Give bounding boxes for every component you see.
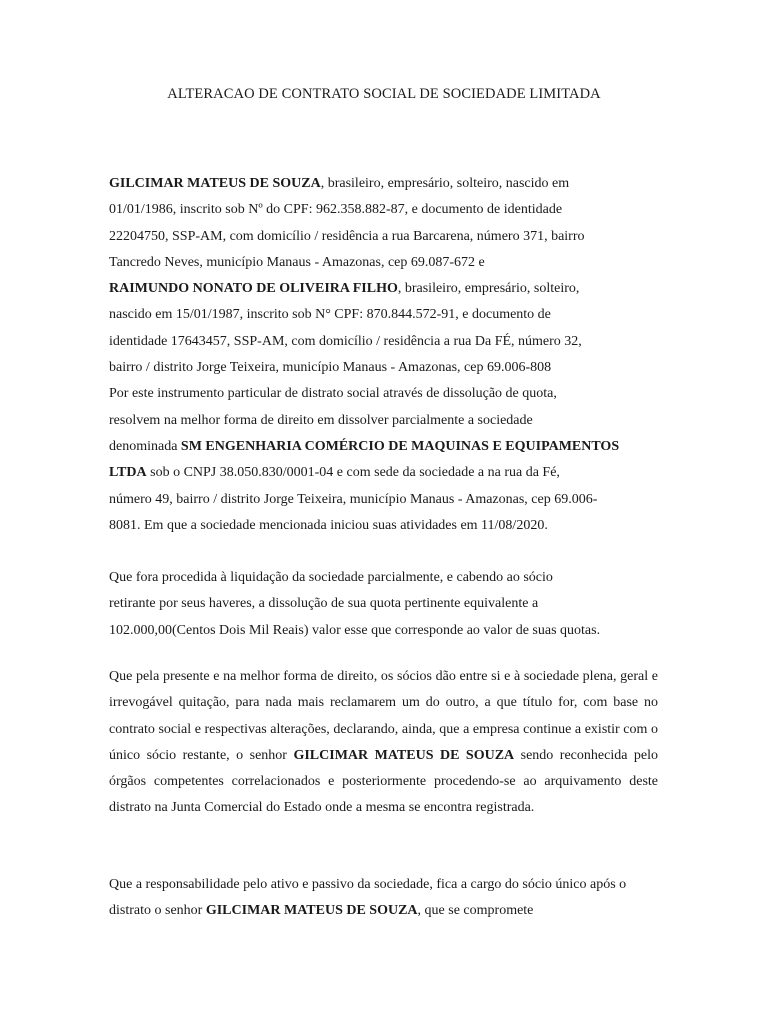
company-name: SM ENGENHARIA COMÉRCIO DE MAQUINAS E EQUIPAMENTOS <box>180 438 620 454</box>
text: sendo reconhecida pelo órgãos competentes correlacionados e posteriormente procedendo-se ao arquivamento deste distrato na Junta Comercial do Estado onde a mesma se encontra registrada. <box>109 747 659 816</box>
line: 8081. Em que a sociedade mencionada iniciou suas atividades em 11/08/2020. <box>109 517 548 533</box>
text: Que a responsabilidade pelo ativo e passivo da sociedade, fica a cargo do sócio único após o distrato o senhor <box>109 877 627 919</box>
line <box>109 460 658 486</box>
line: Por este instrumento particular de distrato social através de dissolução de quota, <box>109 386 557 402</box>
partners-paragraph <box>109 171 658 539</box>
sole-partner-name: GILCIMAR MATEUS DE SOUZA <box>205 903 418 919</box>
company-suffix: LTDA <box>109 465 147 481</box>
line <box>109 171 658 197</box>
text: sob o CNPJ 38.050.830/0001-04 e com sede da sociedade a na rua da Fé, <box>146 465 560 481</box>
line: Tancredo Neves, município Manaus - Amazonas, cep 69.087-672 e <box>109 254 485 270</box>
line: identidade 17643457, SSP-AM, com domicílio / residência a rua Da FÉ, número 32, <box>109 333 582 349</box>
partner-1-name: GILCIMAR MATEUS DE SOUZA <box>109 176 321 191</box>
line: Que fora procedida à liquidação da sociedade parcialmente, e cabendo ao sócio <box>109 570 553 585</box>
line: 102.000,00(Centos Dois Mil Reais) valor esse que corresponde ao valor de suas quotas. <box>109 622 601 638</box>
line: 01/01/1986, inscrito sob Nº do CPF: 962.358.882-87, e documento de identidade <box>109 202 563 218</box>
liquidation-paragraph <box>109 565 658 644</box>
text: , que se compromete <box>417 903 534 919</box>
text: denominada <box>109 438 181 454</box>
text: , brasileiro, empresário, solteiro, <box>397 281 580 297</box>
quittance-paragraph <box>109 664 658 822</box>
line <box>109 276 658 302</box>
line: retirante por seus haveres, a dissolução de sua quota pertinente equivalente a <box>109 596 539 612</box>
line: nascido em 15/01/1987, inscrito sob N° CPF: 870.844.572-91, e documento de <box>109 307 551 323</box>
text: , brasileiro, empresário, solteiro, nascido em <box>320 176 570 191</box>
line: bairro / distrito Jorge Teixeira, município Manaus - Amazonas, cep 69.006-808 <box>109 360 552 376</box>
sole-partner-name: GILCIMAR MATEUS DE SOUZA <box>293 747 515 763</box>
text: Que pela presente e na melhor forma de direito, os sócios dão entre si e à sociedade plena, geral e irrevogável quitação, para nada mais reclamarem um do outro, a que título for, com base no contrato social e respectivas alterações, declarando, ainda, que a empresa continue a existir com o único sócio restante, o senhor <box>109 669 658 763</box>
line: resolvem na melhor forma de direito em dissolver parcialmente a sociedade <box>109 412 533 428</box>
partner-2-name: RAIMUNDO NONATO DE OLIVEIRA FILHO <box>109 281 398 297</box>
line: 22204750, SSP-AM, com domicílio / residência a rua Barcarena, número 371, bairro <box>109 228 585 244</box>
liability-paragraph <box>109 872 658 925</box>
line: número 49, bairro / distrito Jorge Teixeira, município Manaus - Amazonas, cep 69.006- <box>109 491 598 507</box>
line <box>109 434 658 460</box>
document-title: ALTERACAO DE CONTRATO SOCIAL DE SOCIEDADE LIMITADA <box>167 86 601 102</box>
